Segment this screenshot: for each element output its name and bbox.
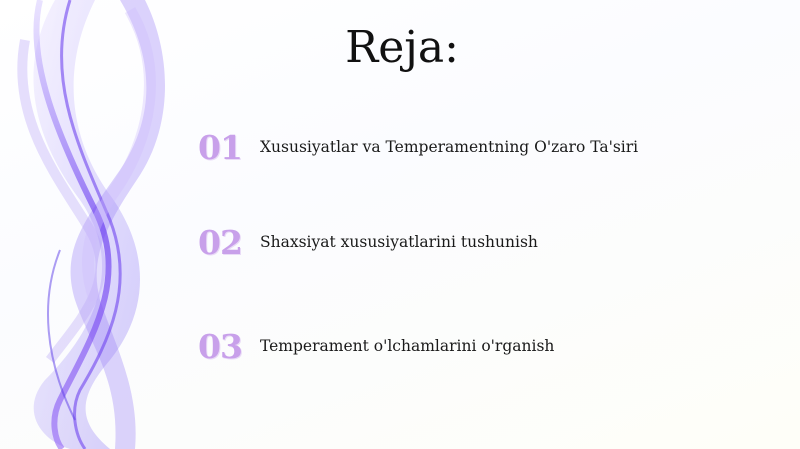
- agenda-item-label: Shaxsiyat xususiyatlarini tushunish: [260, 233, 538, 251]
- agenda-item-2: [198, 217, 538, 267]
- agenda-item-number: 03: [198, 326, 242, 366]
- agenda-item-label: Temperament o'lchamlarini o'rganish: [260, 337, 555, 355]
- agenda-item-label: Xususiyatlar va Temperamentning O'zaro Ta'siri: [260, 138, 639, 156]
- slide-title: Reja:: [345, 22, 459, 73]
- agenda-item-number: 01: [198, 127, 242, 167]
- agenda-item-3: [198, 321, 554, 371]
- agenda-item-number: 02: [198, 222, 242, 262]
- agenda-item-1: [198, 122, 638, 172]
